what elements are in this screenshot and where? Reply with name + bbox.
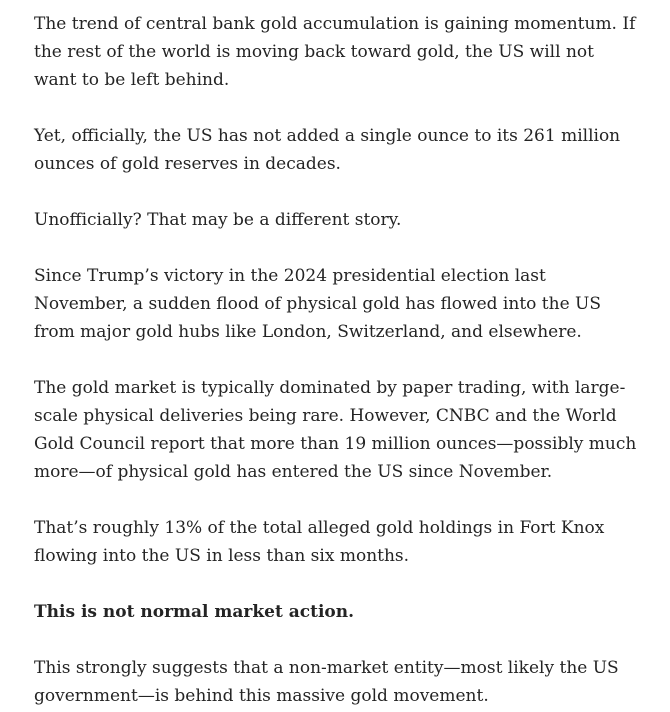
paragraph-not-normal bbox=[34, 598, 640, 626]
paragraph-gold-flood: Since Trump’s victory in the 2024 presidential election last November, a sudden flood of physical gold has flowed into the US from major gold hubs like London, Switzerland, and elsewhere. bbox=[34, 266, 602, 342]
paragraph-unofficially: Unofficially? That may be a different story. bbox=[34, 210, 402, 230]
paragraph-non-market-entity: This strongly suggests that a non-market entity—most likely the US government—is behind this massive gold movement. bbox=[34, 658, 619, 706]
article-body bbox=[34, 10, 640, 710]
paragraph-us-reserves: Yet, officially, the US has not added a single ounce to its 261 million ounces of gold reserves in decades. bbox=[34, 126, 621, 174]
paragraph-fort-knox: That’s roughly 13% of the total alleged gold holdings in Fort Knox flowing into the US in less than six months. bbox=[34, 518, 605, 566]
paragraph-gold-accumulation: The trend of central bank gold accumulation is gaining momentum. If the rest of the world is moving back toward gold, the US will not want to be left behind. bbox=[34, 14, 636, 90]
bold-statement: This is not normal market action. bbox=[34, 602, 355, 622]
paragraph-paper-trading: The gold market is typically dominated by paper trading, with large-scale physical deliveries being rare. However, CNBC and the World Gold Council report that more than 19 million ounces—possibly much more—of physical gold has entered the US since November. bbox=[34, 378, 637, 482]
